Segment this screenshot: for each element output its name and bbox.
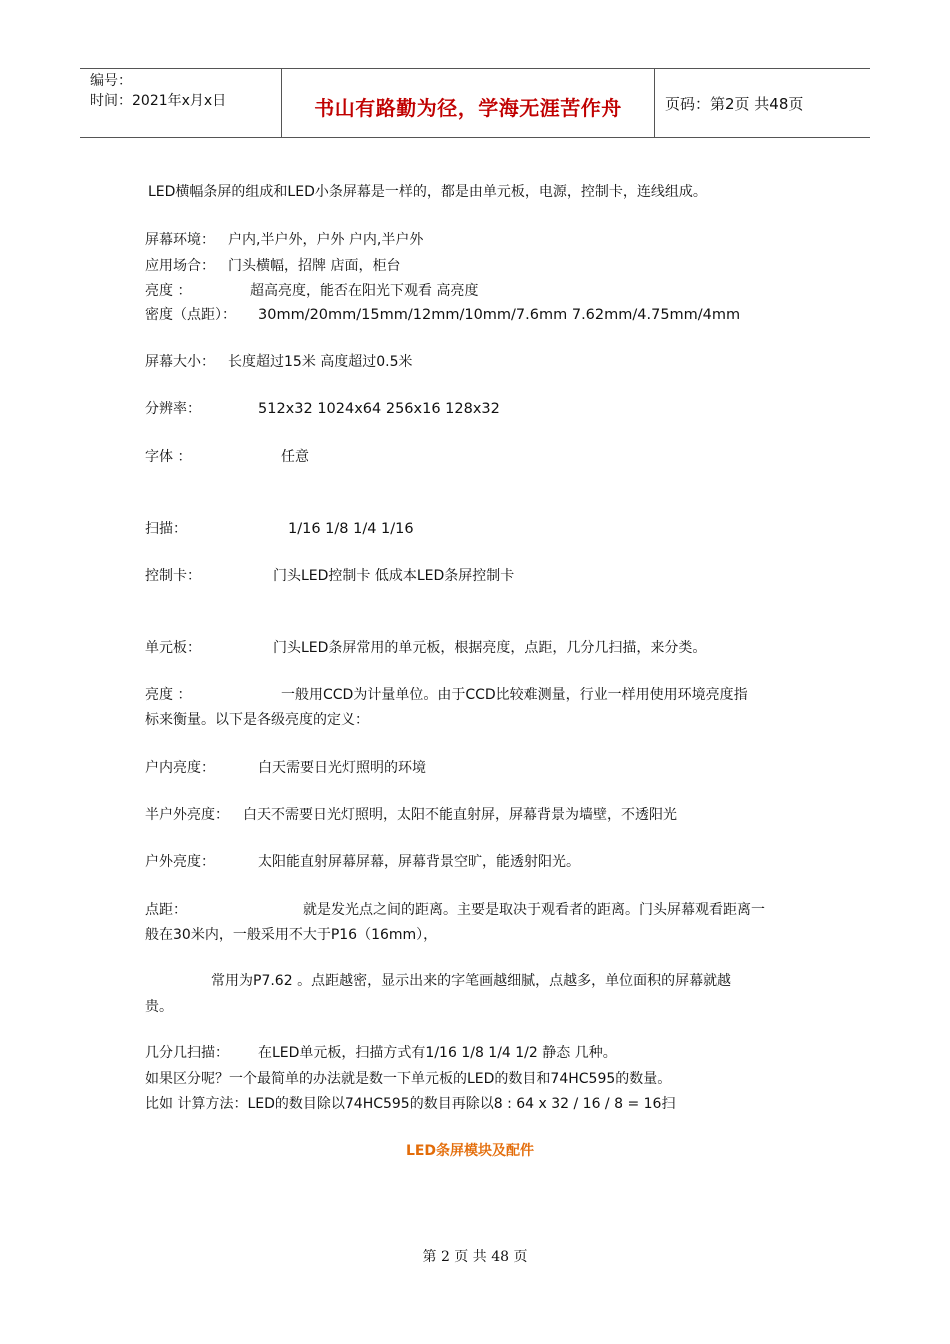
spec-controller-row xyxy=(145,566,515,586)
scan-def-line2: 如果区分呢？一个最简单的办法就是数一下单元板的LED的数目和74HC595的数量。 xyxy=(145,1071,672,1087)
header-center-cell xyxy=(282,69,655,137)
brightness-def-line1: 一般用CCD为计量单位。由于CCD比较难测量，行业一样用使用环境亮度指 xyxy=(281,687,748,703)
time-label: 时间：2021年x月x日 xyxy=(90,93,227,109)
spec-density-label: 密度（点距）： xyxy=(145,307,236,323)
scan-def-value: 在LED单元板，扫描方式有1/16 1/8 1/4 1/2 静态 几种。 xyxy=(258,1045,617,1061)
indoor-brightness-value: 白天需要日光灯照明的环境 xyxy=(258,760,426,776)
spec-scan-row xyxy=(145,519,414,539)
unit-board-value: 门头LED条屏常用的单元板，根据亮度，点距，几分几扫描，来分类。 xyxy=(273,640,707,656)
spec-env-value: 户内,半户外，户外 户内,半户外 xyxy=(228,232,424,248)
spec-density-value: 30mm/20mm/15mm/12mm/10mm/7.6mm 7.62mm/4.75mm/4mm xyxy=(258,307,741,323)
scan-def-label: 几分几扫描： xyxy=(145,1045,229,1061)
indoor-brightness-label: 户内亮度： xyxy=(145,760,215,776)
spec-env-label: 屏幕环境： xyxy=(145,232,215,248)
semi-outdoor-brightness-value: 白天不需要日光灯照明，太阳不能直射屏，屏幕背景为墙壁，不透阳光 xyxy=(243,807,677,823)
spec-font-row xyxy=(145,447,309,467)
header-right-cell xyxy=(655,69,870,137)
spec-resolution-value: 512x32 1024x64 256x16 128x32 xyxy=(258,401,500,417)
spec-scan-label: 扫描： xyxy=(145,521,187,537)
spec-usage-row xyxy=(145,256,401,276)
serial-label: 编号： xyxy=(90,73,132,89)
semi-outdoor-brightness-label: 半户外亮度： xyxy=(145,807,229,823)
spec-size-value: 长度超过15米 高度超过0.5米 xyxy=(228,354,413,370)
spec-usage-label: 应用场合： xyxy=(145,258,215,274)
common-pitch-line2: 贵。 xyxy=(145,999,173,1015)
spec-controller-label: 控制卡： xyxy=(145,568,201,584)
pitch-label: 点距： xyxy=(145,902,187,918)
pitch-line2: 般在30米内，一般采用不大于P16（16mm）， xyxy=(145,927,438,943)
common-pitch-line1: 常用为P7.62 。点距越密，显示出来的字笔画越细腻，点越多，单位面积的屏幕就越 xyxy=(211,973,732,989)
brightness-def-label: 亮度 ： xyxy=(145,687,192,703)
spec-density-row xyxy=(145,305,741,325)
spec-usage-value: 门头横幅，招牌 店面，柜台 xyxy=(228,258,401,274)
intro-paragraph: LED横幅条屏的组成和LED小条屏幕是一样的，都是由单元板，电源，控制卡，连线组成。 xyxy=(148,184,707,200)
spec-scan-value: 1/16 1/8 1/4 1/16 xyxy=(288,521,414,537)
outdoor-brightness-row xyxy=(145,852,580,872)
header-table xyxy=(80,68,870,138)
page-number-label: 页码：第2页 共48页 xyxy=(665,94,804,113)
brightness-def-row xyxy=(145,685,748,705)
section-title: LED条屏模块及配件 xyxy=(405,1143,535,1159)
spec-resolution-row xyxy=(145,399,500,419)
pitch-line1: 就是发光点之间的距离。主要是取决于观看者的距离。门头屏幕观看距离一 xyxy=(303,902,765,918)
spec-resolution-label: 分辨率： xyxy=(145,401,201,417)
spec-font-value: 任意 xyxy=(281,449,309,465)
brightness-def-line2: 标来衡量。以下是各级亮度的定义： xyxy=(145,712,369,728)
spec-controller-value: 门头LED控制卡 低成本LED条屏控制卡 xyxy=(273,568,515,584)
semi-outdoor-brightness-row xyxy=(145,805,677,825)
pitch-row xyxy=(145,900,765,920)
indoor-brightness-row xyxy=(145,758,426,778)
unit-board-label: 单元板： xyxy=(145,640,201,656)
scan-def-line3: 比如 计算方法：LED的数目除以74HC595的数目再除以8 : 64 x 32 / 16 / 8 = 16扫 xyxy=(145,1096,676,1112)
spec-brightness-value: 超高亮度，能否在阳光下观看 高亮度 xyxy=(250,283,479,299)
unit-board-row xyxy=(145,638,707,658)
spec-env-row xyxy=(145,230,424,250)
spec-size-label: 屏幕大小： xyxy=(145,354,215,370)
outdoor-brightness-label: 户外亮度： xyxy=(145,854,215,870)
header-motto: 书山有路勤为径，学海无涯苦作舟 xyxy=(314,95,622,120)
header-left-cell xyxy=(80,69,282,137)
spec-size-row xyxy=(145,352,413,372)
outdoor-brightness-value: 太阳能直射屏幕屏幕，屏幕背景空旷，能透射阳光。 xyxy=(258,854,580,870)
spec-brightness-label: 亮度 ： xyxy=(145,283,192,299)
scan-def-row xyxy=(145,1043,617,1063)
page-footer: 第 2 页 共 48 页 xyxy=(422,1249,528,1265)
spec-font-label: 字体 ： xyxy=(145,449,192,465)
spec-brightness-row xyxy=(145,281,479,301)
